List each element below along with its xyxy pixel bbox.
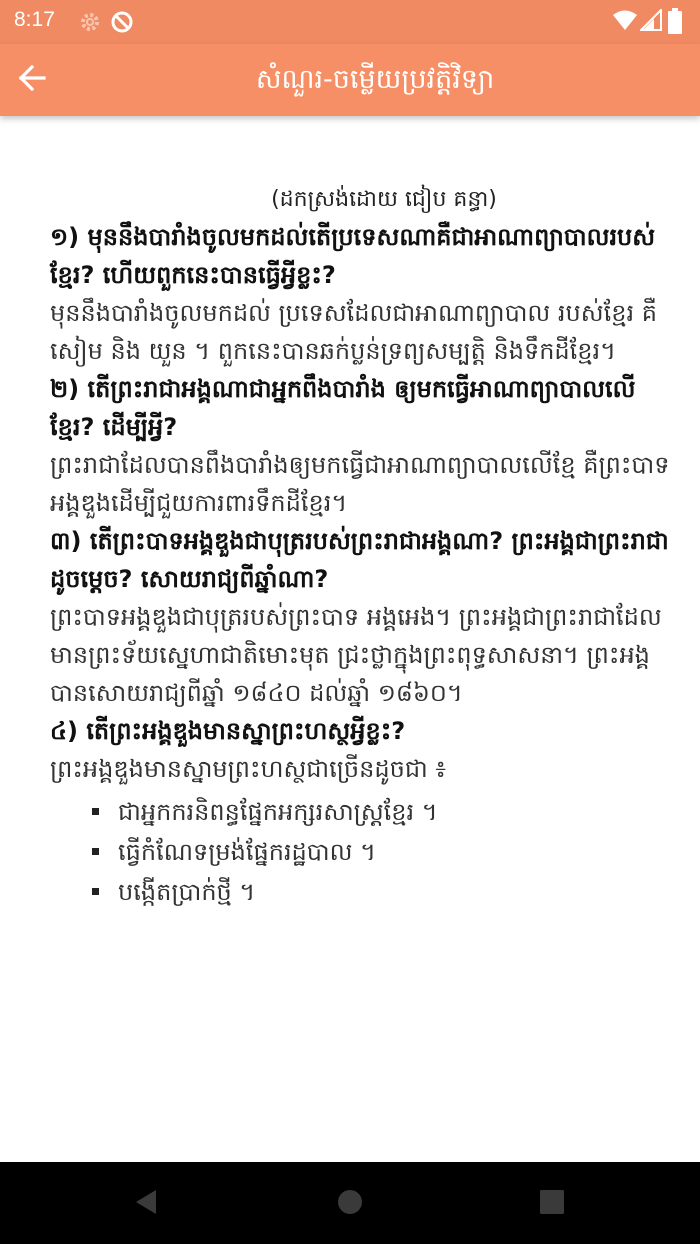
battery-icon	[668, 8, 682, 38]
article-content[interactable]	[0, 116, 700, 1162]
status-time: 8:17	[14, 8, 55, 31]
qa-item	[50, 712, 678, 788]
back-triangle-icon	[131, 1187, 161, 1221]
question: ២) តើព្រះរាជាអង្គណាជាអ្នកពឹងបារាំង ឲ្យមកធ្វើអាណាព្យាបាលលើខ្មែរ? ដើម្បីអ្វី?	[50, 375, 636, 441]
achievements-list	[50, 792, 678, 912]
bullet-icon	[92, 848, 99, 855]
signal-icon	[640, 9, 662, 35]
byline: (ដកស្រង់ដោយ ជៀប គន្ធា)	[271, 187, 497, 212]
recents-square-icon	[537, 1187, 567, 1221]
arrow-back-icon	[17, 63, 47, 97]
wifi-icon	[612, 9, 638, 35]
question: ៤) តើព្រះអង្គឌួងមានស្នាព្រះហស្ថអ្វីខ្លះ?	[50, 717, 406, 745]
list-item-text: បង្កើតប្រាក់ថ្មី ។	[118, 878, 256, 906]
navigation-bar	[0, 1162, 700, 1244]
list-item-text: ជាអ្នកករនិពន្ធផ្នែកអក្សរសាស្ត្រខ្មែរ ។	[118, 798, 438, 826]
nav-recents-button[interactable]	[534, 1186, 570, 1222]
answer: មុននឹងបារាំងចូលមកដល់ ប្រទេសដែលជាអាណាព្យាបាល របស់ខ្មែរ គឺ សៀម និង យួន ។ ពួកនេះបានឆក់ប្លន់ទ្រព្យសម្បត្តិ និងទឹកដីខ្មែរ។	[50, 299, 657, 365]
page-title: សំណួរ-ចម្លើយប្រវត្តិវិទ្យា	[255, 64, 495, 95]
qa-item	[50, 370, 678, 522]
home-circle-icon	[335, 1187, 365, 1221]
nav-home-button[interactable]	[332, 1186, 368, 1222]
question: ១) មុននឹងបារាំងចូលមកដល់តើប្រទេសណាគឺជាអាណាព្យាបាលរបស់ខ្មែរ? ហើយពួកនេះបានធ្វើអ្វីខ្លះ?	[50, 223, 656, 289]
qa-item	[50, 522, 678, 712]
list-item	[92, 792, 678, 832]
answer: ព្រះអង្គឌួងមានស្នាមព្រះហស្ថជាច្រើនដូចជា ៖	[50, 755, 446, 783]
sync-blocked-icon	[110, 10, 134, 38]
answer: ព្រះបាទអង្គឌួងជាបុត្ររបស់ព្រះបាទ អង្គអេង។ ព្រះអង្គជាព្រះរាជាដែលមានព្រះទ័យស្នេហាជាតិមោះមុត ជ្រះថ្លាក្នុងព្រះពុទ្ធសាសនា។ ព្រះអង្គបានសោយរាជ្យពីឆ្នាំ ១៨៤០ ដល់ឆ្នាំ ១៨៦០។	[50, 603, 662, 707]
answer: ព្រះរាជាដែលបានពឹងបារាំងឲ្យមកធ្វើជាអាណាព្យាបាលលើខ្មែ គឺព្រះបាទ អង្គឌួងដើម្បីជួយការពារទឹកដីខ្មែរ។	[50, 451, 670, 517]
list-item	[92, 872, 678, 912]
settings-gear-icon	[78, 10, 102, 38]
qa-item	[50, 218, 678, 370]
back-button[interactable]	[6, 54, 58, 106]
status-bar	[0, 0, 700, 44]
nav-back-button[interactable]	[128, 1186, 164, 1222]
list-item-text: ធ្វើកំណែទម្រង់ផ្នែករដ្ឋបាល ។	[118, 838, 376, 866]
question: ៣) តើព្រះបាទអង្គឌួងជាបុត្ររបស់ព្រះរាជាអង្គណា? ព្រះអង្គជាព្រះរាជាដូចម្តេច? សោយរាជ្យពីឆ្នាំណា?	[50, 527, 669, 593]
app-bar	[0, 44, 700, 116]
bullet-icon	[92, 888, 99, 895]
list-item	[92, 832, 678, 872]
bullet-icon	[92, 808, 99, 815]
